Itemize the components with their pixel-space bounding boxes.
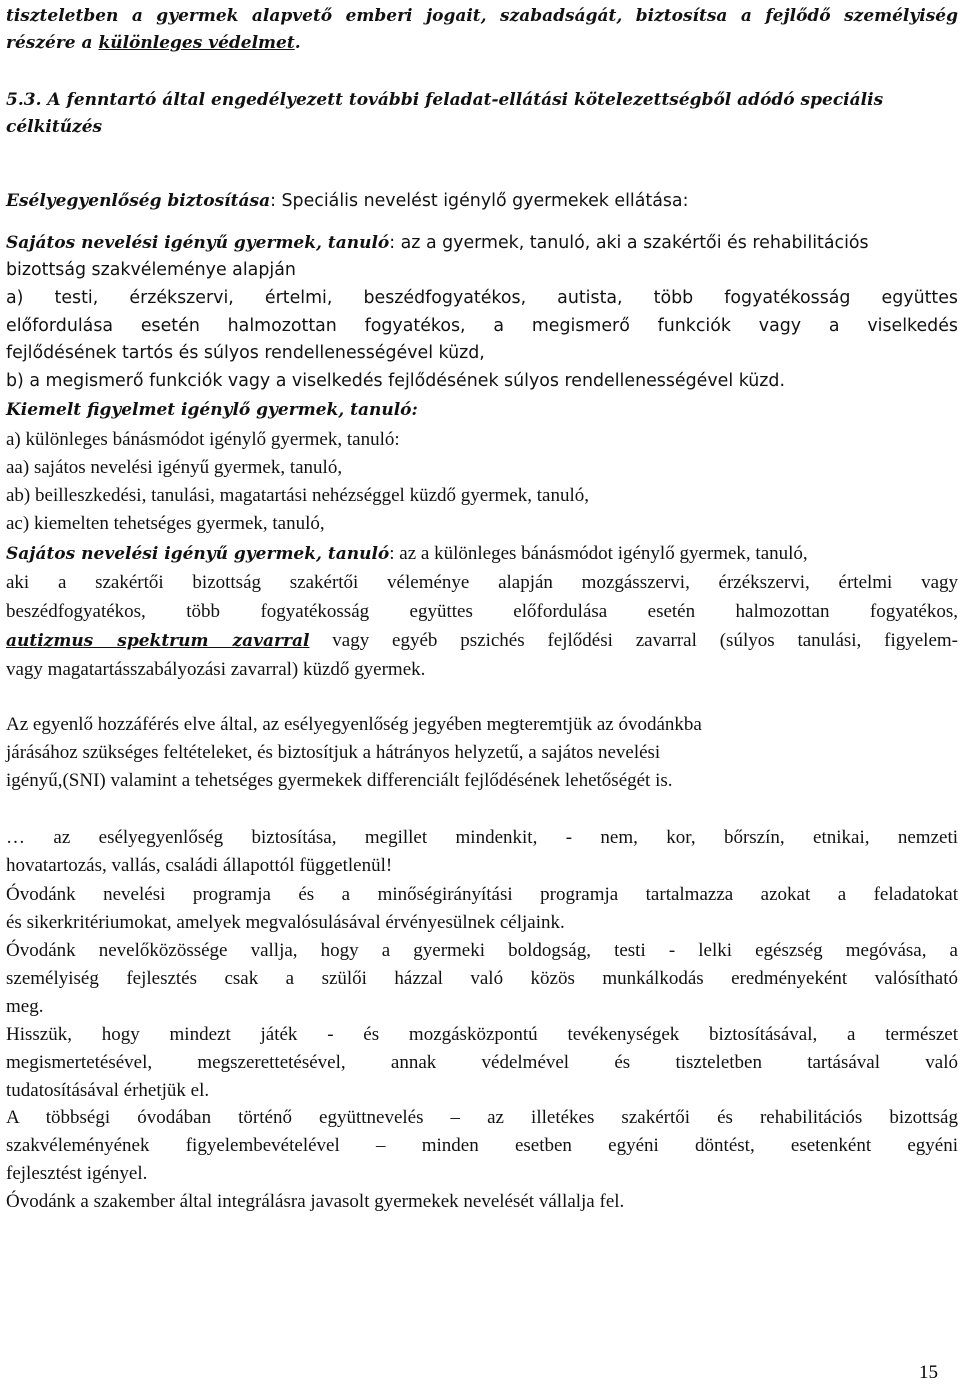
- text-line: [6, 742, 958, 764]
- text-span: A többségi óvodában történő együttnevelés – az illetékes szakértői és rehabilitációs bizottság: [6, 1107, 958, 1128]
- text-span: : Speciális nevelést igénylő gyermekek ellátása:: [270, 191, 689, 211]
- text-span: : az a gyermek, tanuló, aki a szakértői és rehabilitációs: [389, 233, 869, 253]
- text-span: és sikerkritériumokat, amelyek megvalósulásával érvényesülnek céljaink.: [6, 912, 565, 933]
- text-span: .: [294, 33, 301, 53]
- text-span: … az esélyegyenlőség biztosítása, megillet mindenkit, - nem, kor, bőrszín, etnikai, nemzeti: [6, 827, 958, 848]
- text-span: aa) sajátos nevelési igényű gyermek, tanuló,: [6, 457, 343, 478]
- text-span: a) különleges bánásmódot igénylő gyermek, tanuló:: [6, 429, 400, 450]
- text-line: [6, 260, 958, 280]
- text-line: [6, 117, 958, 137]
- emphasized-term: Sajátos nevelési igényű gyermek, tanuló: [6, 233, 390, 253]
- text-span: fejlesztést igényel.: [6, 1163, 148, 1184]
- text-span: megismertetésével, megszerettetésével, annak védelmével és tiszteletben tartásával való: [6, 1052, 958, 1073]
- text-line: [6, 6, 958, 26]
- text-line: [6, 543, 958, 565]
- text-span: ab) beilleszkedési, tanulási, magatartási nehézséggel küzdő gyermek, tanuló,: [6, 485, 589, 506]
- text-line: [6, 288, 958, 308]
- text-span: 5.3. A fenntartó által engedélyezett további feladat-ellátási kötelezettségből adódó speciális: [6, 90, 884, 110]
- text-span: vagy magatartásszabályozási zavarral) küzdő gyermek.: [6, 659, 426, 680]
- text-span: igényű,(SNI) valamint a tehetséges gyermekek differenciált fejlődésének lehetőségét is.: [6, 770, 673, 791]
- text-span: Hisszük, hogy mindezt játék - és mozgásközpontú tevékenységek biztosításával, a természet: [6, 1024, 958, 1045]
- text-span: különleges védelmet: [98, 33, 295, 53]
- text-span: bizottság szakvéleménye alapján: [6, 260, 296, 280]
- text-span: beszédfogyatékos, több fogyatékosság együttes előfordulása esetén halmozottan fogyatékos,: [6, 601, 958, 622]
- text-line: [6, 770, 958, 792]
- text-line: [6, 1052, 958, 1074]
- text-line: [6, 1080, 958, 1102]
- text-line: [6, 343, 958, 363]
- text-span: Óvodánk a szakember által integrálásra javasolt gyermekek nevelését vállalja fel.: [6, 1191, 625, 1212]
- text-line: [6, 968, 958, 990]
- text-line: [6, 400, 958, 420]
- text-line: [6, 371, 958, 391]
- text-line: [6, 233, 958, 253]
- text-line: [6, 90, 958, 110]
- text-line: [6, 1135, 958, 1157]
- text-span: Az egyenlő hozzáférés elve által, az esélyegyenlőség jegyében megteremtjük az óvodánkba: [6, 714, 702, 735]
- text-span: előfordulása esetén halmozottan fogyatékos, a megismerő funkciók vagy a viselkedés: [6, 316, 958, 336]
- text-line: [6, 630, 958, 652]
- text-span: hovatartozás, vallás, családi állapottól függetlenül!: [6, 855, 393, 876]
- text-line: [6, 457, 958, 479]
- text-line: [6, 191, 958, 211]
- text-line: [6, 429, 958, 451]
- text-span: járásához szükséges feltételeket, és biztosítjuk a hátrányos helyzetű, a sajátos nevelési: [6, 742, 661, 763]
- emphasized-term: Sajátos nevelési igényű gyermek, tanuló: [6, 544, 390, 564]
- text-line: [6, 485, 958, 507]
- text-span: Kiemelt figyelmet igénylő gyermek, tanuló:: [6, 400, 418, 420]
- emphasized-term: autizmus spektrum zavarral: [6, 631, 310, 651]
- text-span: Óvodánk nevelőközössége vallja, hogy a gyermeki boldogság, testi - lelki egészség megóvása, a: [6, 940, 958, 961]
- text-line: [6, 940, 958, 962]
- text-line: [6, 601, 958, 623]
- text-line: [6, 33, 958, 53]
- text-span: fejlődésének tartós és súlyos rendellenességével küzd,: [6, 343, 485, 363]
- text-span: tudatosításával érhetjük el.: [6, 1080, 210, 1101]
- page-number: 15: [919, 1362, 938, 1383]
- text-span: aki a szakértői bizottság szakértői véleménye alapján mozgásszervi, érzékszervi, értelmi vagy: [6, 572, 958, 593]
- emphasized-term: Esélyegyenlőség biztosítása: [6, 191, 271, 211]
- text-line: [6, 1191, 958, 1213]
- text-span: részére a: [6, 33, 99, 53]
- text-span: ac) kiemelten tehetséges gyermek, tanuló,: [6, 513, 325, 534]
- text-span: Óvodánk nevelési programja és a minőségirányítási programja tartalmazza azokat a feladatokat: [6, 884, 958, 905]
- text-line: [6, 1107, 958, 1129]
- text-line: [6, 1163, 958, 1185]
- text-line: [6, 659, 958, 681]
- text-span: a) testi, érzékszervi, értelmi, beszédfogyatékos, autista, több fogyatékosság együttes: [6, 288, 958, 308]
- text-span: meg.: [6, 996, 44, 1017]
- text-span: szakvéleményének figyelembevételével – minden esetben egyéni döntést, esetenként egyéni: [6, 1135, 958, 1156]
- text-span: vagy egyéb pszichés fejlődési zavarral (súlyos tanulási, figyelem-: [309, 630, 958, 651]
- text-line: [6, 827, 958, 849]
- text-line: [6, 912, 958, 934]
- text-span: tiszteletben a gyermek alapvető emberi jogait, szabadságát, biztosítsa a fejlődő személyiség: [6, 6, 958, 26]
- text-line: [6, 316, 958, 336]
- text-line: [6, 996, 958, 1018]
- text-line: [6, 572, 958, 594]
- text-line: [6, 714, 958, 736]
- text-line: [6, 855, 958, 877]
- text-line: [6, 1024, 958, 1046]
- text-span: : az a különleges bánásmódot igénylő gyermek, tanuló,: [389, 543, 808, 564]
- text-span: személyiség fejlesztés csak a szülői házzal való közös munkálkodás eredményeként valósítható: [6, 968, 958, 989]
- text-span: b) a megismerő funkciók vagy a viselkedés fejlődésének súlyos rendellenességével küzd.: [6, 371, 785, 391]
- text-line: [6, 884, 958, 906]
- text-line: [6, 513, 958, 535]
- text-span: célkitűzés: [6, 117, 103, 137]
